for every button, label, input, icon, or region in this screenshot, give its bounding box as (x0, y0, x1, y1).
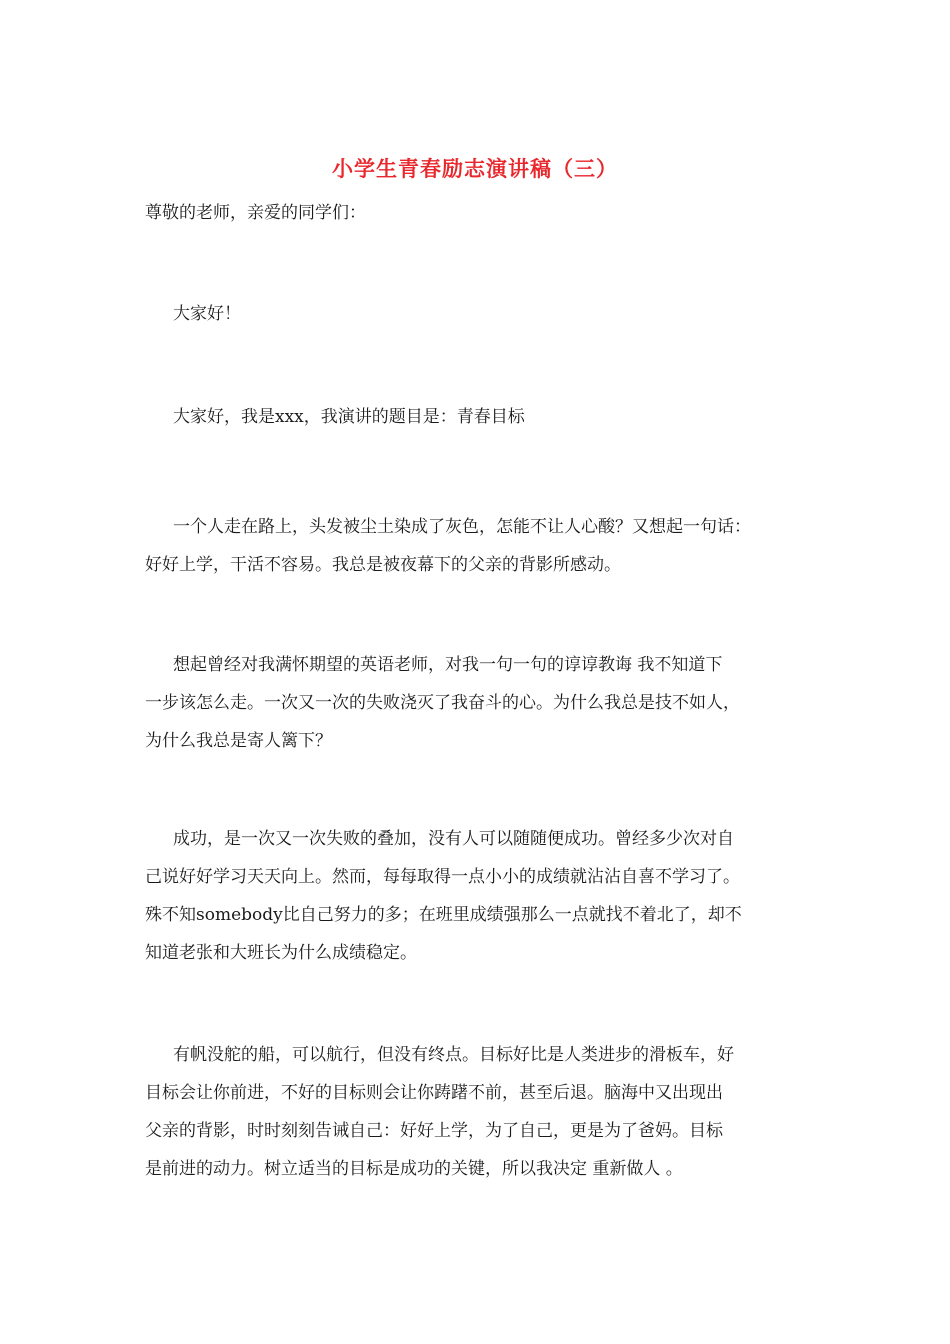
paragraph-5 (145, 820, 815, 972)
paragraph-line: 一步该怎么走。一次又一次的失败浇灭了我奋斗的心。为什么我总是技不如人， (145, 693, 740, 713)
paragraph-line: 一个人走在路上，头发被尘土染成了灰色，怎能不让人心酸？又想起一句话： (173, 517, 751, 537)
paragraph-line: 大家好！ (173, 304, 241, 324)
paragraph-1 (145, 295, 815, 333)
paragraph-4 (145, 646, 815, 760)
paragraph-line: 好好上学，干活不容易。我总是被夜幕下的父亲的背影所感动。 (145, 555, 621, 575)
paragraph-line: 父亲的背影，时时刻刻告诫自己：好好上学，为了自己，更是为了爸妈。目标 (145, 1121, 723, 1141)
paragraph-3 (145, 508, 815, 584)
paragraph-2 (145, 398, 815, 436)
paragraph-line: 目标会让你前进，不好的目标则会让你踌躇不前，甚至后退。脑海中又出现出 (145, 1083, 723, 1103)
paragraph-line: 有帆没舵的船，可以航行，但没有终点。目标好比是人类进步的滑板车，好 (173, 1045, 734, 1065)
paragraph-line: 知道老张和大班长为什么成绩稳定。 (145, 943, 417, 963)
paragraph-line: 成功，是一次又一次失败的叠加，没有人可以随随便成功。曾经多少次对自 (173, 829, 734, 849)
paragraph-line: 殊不知somebody比自己努力的多；在班里成绩强那么一点就找不着北了，却不 (145, 905, 742, 925)
paragraph-line: 是前进的动力。树立适当的目标是成功的关键，所以我决定 重新做人 。 (145, 1159, 683, 1179)
salutation: 尊敬的老师，亲爱的同学们： (145, 203, 366, 223)
paragraph-line: 为什么我总是寄人篱下？ (145, 731, 332, 751)
paragraph-6 (145, 1036, 815, 1188)
paragraph-line: 己说好好学习天天向上。然而，每每取得一点小小的成绩就沾沾自喜不学习了。 (145, 867, 740, 887)
paragraph-line: 大家好，我是xxx，我演讲的题目是：青春目标 (173, 407, 525, 427)
paragraph-line: 想起曾经对我满怀期望的英语老师，对我一句一句的谆谆教诲 我不知道下 (173, 655, 723, 675)
document-title: 小学生青春励志演讲稿（三） (332, 156, 618, 181)
